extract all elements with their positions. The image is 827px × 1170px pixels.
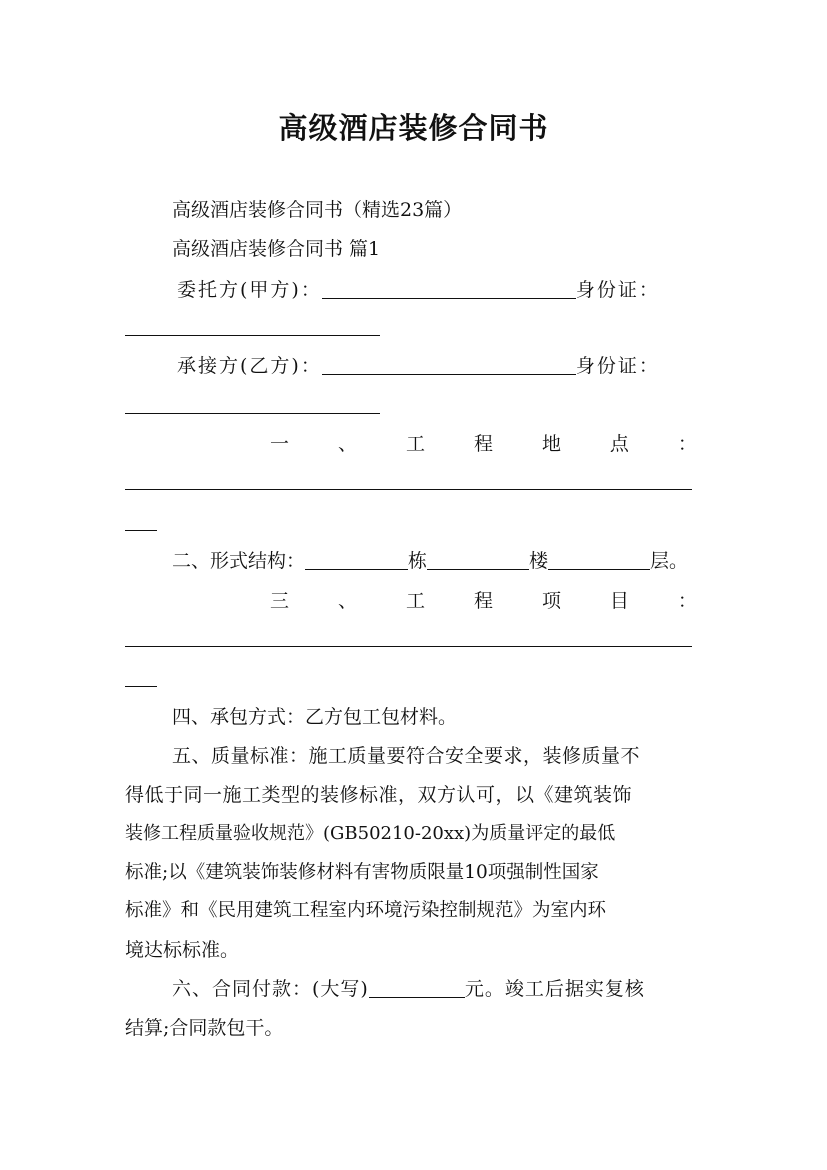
section-1-char: ： xyxy=(677,433,697,455)
section-1-char: 点 xyxy=(609,433,629,455)
section-2-label: 二、形式结构： xyxy=(172,550,306,572)
section-3-char: 工 xyxy=(405,590,425,612)
section-5-line-3: 装修工程质量验收规范》(GB50210-20xx)为质量评定的最低 xyxy=(125,823,616,844)
party-a-label: 委托方(甲方)： xyxy=(177,279,322,301)
section-5-line-6: 境达标标准。 xyxy=(125,939,240,961)
part-heading: 高级酒店装修合同书 篇1 xyxy=(172,238,381,260)
section-1-blank-line xyxy=(125,489,692,490)
section-3-char: 程 xyxy=(473,590,493,612)
level-blank xyxy=(548,551,650,570)
section-1-char: 一 xyxy=(270,433,290,455)
section-3-char: 目 xyxy=(609,590,629,612)
section-4: 四、承包方式：乙方包工包材料。 xyxy=(172,706,458,728)
section-1-char: 程 xyxy=(473,433,493,455)
section-2 xyxy=(125,549,744,573)
party-a-id-label: 身份证： xyxy=(575,279,660,301)
party-a-row xyxy=(125,278,749,302)
section-6-line-2: 结算;合同款包干。 xyxy=(125,1017,284,1039)
document-title: 高级酒店装修合同书 xyxy=(278,111,549,145)
section-5-line-5: 标准》和《民用建筑工程室内环境污染控制规范》为室内环 xyxy=(125,900,607,921)
section-1-char: 、 xyxy=(337,433,357,455)
section-5-line-2: 得低于同一施工类型的装修标准，双方认可，以《建筑装饰 xyxy=(125,784,633,806)
section-3-char: 项 xyxy=(541,590,561,612)
party-b-id-blank xyxy=(125,413,380,414)
party-b-name-blank xyxy=(322,356,576,375)
subtitle: 高级酒店装修合同书（精选23篇） xyxy=(172,199,463,221)
unit-floor: 楼 xyxy=(529,550,549,572)
section-3-char: 三 xyxy=(270,590,290,612)
party-a-name-blank xyxy=(322,280,576,299)
section-6-text: 元。竣工后据实复核 xyxy=(464,978,645,1000)
section-1-char: 地 xyxy=(541,433,561,455)
party-b-id-label: 身份证： xyxy=(575,355,660,377)
section-1-char: 工 xyxy=(405,433,425,455)
amount-blank xyxy=(369,979,465,998)
section-5-line-4: 标准;以《建筑装饰装修材料有害物质限量10项强制性国家 xyxy=(125,862,599,883)
unit-building: 栋 xyxy=(408,550,428,572)
party-a-id-blank xyxy=(125,335,380,336)
section-5-line-1: 五、质量标准：施工质量要符合安全要求，装修质量不 xyxy=(172,745,641,767)
party-b-label: 承接方(乙方)： xyxy=(177,355,322,377)
floor-blank xyxy=(427,551,529,570)
section-6-label: 六、合同付款：(大写) xyxy=(172,978,369,1000)
section-3-heading xyxy=(125,589,697,613)
section-3-char: 、 xyxy=(337,590,357,612)
unit-level: 层。 xyxy=(650,550,689,572)
section-3-blank-line xyxy=(125,646,692,647)
section-1-heading xyxy=(125,432,697,456)
section-1-blank-tail xyxy=(125,530,157,531)
party-b-row xyxy=(125,354,749,378)
section-3-char: ： xyxy=(677,590,697,612)
section-6-line-1 xyxy=(125,977,744,1001)
building-blank xyxy=(305,551,408,570)
section-3-blank-tail xyxy=(125,686,157,687)
